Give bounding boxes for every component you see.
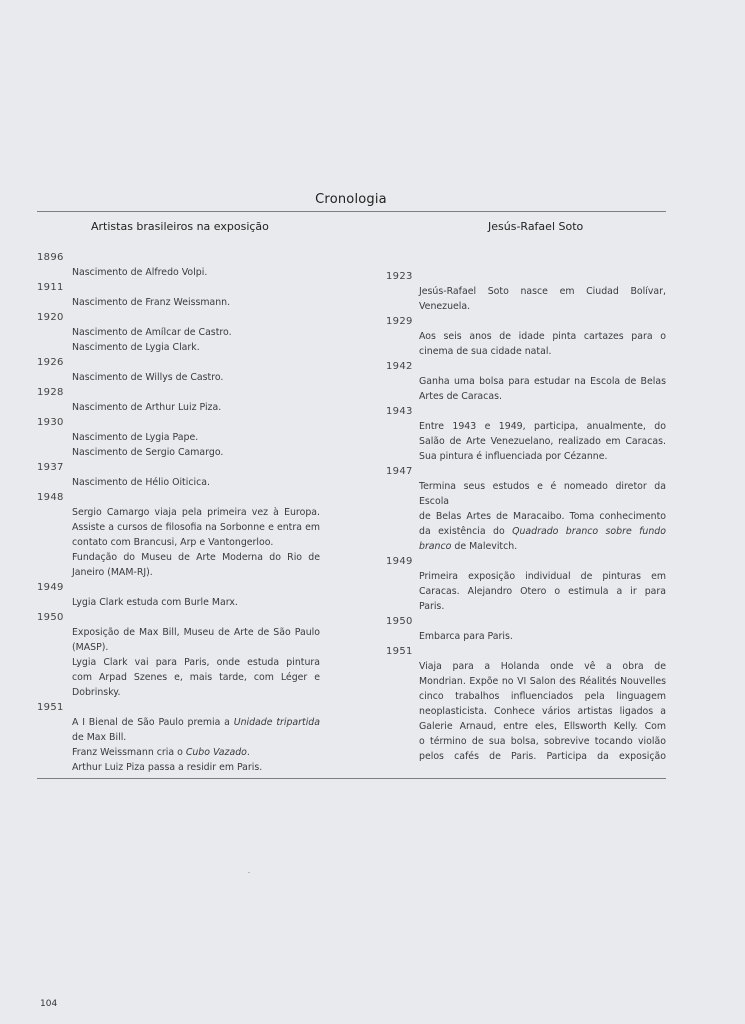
chronology-entry — [37, 415, 320, 460]
entry-year: 1923 — [386, 271, 413, 282]
entry-text — [386, 284, 666, 314]
entry-line: Nascimento de Lygia Pape. — [72, 432, 199, 443]
entry-year: 1937 — [37, 462, 64, 473]
entry-line: Lygia Clark estuda com Burle Marx. — [72, 597, 238, 608]
chronology-entry — [37, 280, 320, 310]
page-number: 104 — [40, 999, 58, 1009]
right-column-heading: Jesús-Rafael Soto — [488, 220, 584, 233]
chronology-entry — [37, 610, 320, 700]
entry-line: Nascimento de Amílcar de Castro. — [72, 327, 232, 338]
entry-line: Venezuela. — [419, 301, 471, 312]
left-column-heading: Artistas brasileiros na exposição — [91, 220, 269, 233]
chronology-entry — [386, 269, 666, 314]
entry-line: Sua pintura é influenciada por Cézanne. — [419, 451, 608, 462]
entry-line: Termina seus estudos e é nomeado diretor da Escola — [419, 481, 666, 507]
chronology-entry — [37, 385, 320, 415]
entry-year: 1949 — [386, 556, 413, 567]
entry-line: Ganha uma bolsa para estudar na Escola de Belas — [419, 376, 666, 387]
entry-year: 1943 — [386, 406, 413, 417]
entry-text — [37, 595, 320, 610]
entry-line: Fundação do Museu de Arte Moderna do Rio de — [72, 552, 320, 563]
entry-line: cinco trabalhos influenciados pela linguagem — [419, 691, 666, 702]
entry-line: Assiste a cursos de filosofia na Sorbonne e entra em — [72, 522, 320, 533]
page-title: Cronologia — [315, 192, 387, 207]
entry-line: Entre 1943 e 1949, participa, anualmente, do — [419, 421, 666, 432]
entry-line: Caracas. Alejandro Otero o estimula a ir para — [419, 586, 666, 597]
entry-line: (MASP). — [72, 642, 109, 653]
chronology-entry — [37, 310, 320, 355]
entry-line: da existência do Quadrado branco sobre fundo — [419, 526, 666, 537]
entry-text — [37, 430, 320, 460]
entry-year: 1926 — [37, 357, 64, 368]
entry-text — [37, 295, 320, 310]
entry-line: A I Bienal de São Paulo premia a Unidade tripartida — [72, 717, 320, 728]
entry-line: Nascimento de Lygia Clark. — [72, 342, 200, 353]
entry-year: 1949 — [37, 582, 64, 593]
entry-text — [386, 479, 666, 554]
chronology-entry — [37, 460, 320, 490]
entry-line: Dobrinsky. — [72, 687, 121, 698]
left-chronology-column — [37, 250, 320, 775]
chronology-entry — [37, 250, 320, 280]
entry-year: 1928 — [37, 387, 64, 398]
entry-line: cinema de sua cidade natal. — [419, 346, 552, 357]
entry-year: 1951 — [37, 702, 64, 713]
entry-line: Aos seis anos de idade pinta cartazes para o — [419, 331, 666, 342]
entry-line: Franz Weissmann cria o Cubo Vazado. — [72, 747, 250, 758]
entry-year: 1947 — [386, 466, 413, 477]
entry-line: Artes de Caracas. — [419, 391, 502, 402]
entry-line: contato com Brancusi, Arp e Vantongerloo. — [72, 537, 274, 548]
entry-year: 1896 — [37, 252, 64, 263]
entry-line: Jesús-Rafael Soto nasce em Ciudad Bolívar, — [419, 286, 666, 297]
entry-year: 1948 — [37, 492, 64, 503]
entry-line: branco de Malevitch. — [419, 541, 518, 552]
entry-year: 1950 — [37, 612, 64, 623]
entry-year: 1951 — [386, 646, 413, 657]
entry-line: Paris. — [419, 601, 445, 612]
entry-line: pelos cafés de Paris. Participa da exposição — [419, 751, 666, 762]
entry-text — [386, 659, 666, 764]
entry-text — [37, 325, 320, 355]
entry-line: Sergio Camargo viaja pela primeira vez à Europa. — [72, 507, 320, 518]
entry-line: o término de sua bolsa, sobrevive tocando violão — [419, 736, 666, 747]
entry-text — [386, 419, 666, 464]
entry-year: 1920 — [37, 312, 64, 323]
bottom-rule — [37, 778, 666, 779]
chronology-entry — [386, 464, 666, 554]
entry-text — [37, 400, 320, 415]
entry-line: Nascimento de Alfredo Volpi. — [72, 267, 208, 278]
entry-line: com Arpad Szenes e, mais tarde, com Léger e — [72, 672, 320, 683]
chronology-entry — [37, 490, 320, 580]
entry-text — [37, 370, 320, 385]
entry-year: 1942 — [386, 361, 413, 372]
entry-line: Nascimento de Arthur Luiz Piza. — [72, 402, 222, 413]
entry-line: Nascimento de Sergio Camargo. — [72, 447, 224, 458]
entry-line: Galerie Arnaud, entre eles, Ellsworth Kelly. Com — [419, 721, 666, 732]
entry-year: 1911 — [37, 282, 64, 293]
entry-line: Arthur Luiz Piza passa a residir em Paris. — [72, 762, 263, 773]
entry-line: neoplasticista. Conhece vários artistas ligados a — [419, 706, 666, 717]
chronology-entry — [386, 644, 666, 764]
entry-line: Nascimento de Hélio Oiticica. — [72, 477, 210, 488]
chronology-entry — [386, 314, 666, 359]
entry-text — [37, 475, 320, 490]
entry-text — [386, 629, 666, 644]
right-chronology-column — [386, 269, 666, 764]
chronology-entry — [386, 554, 666, 614]
entry-text — [37, 715, 320, 775]
entry-text — [386, 374, 666, 404]
entry-line: Embarca para Paris. — [419, 631, 513, 642]
chronology-entry — [37, 700, 320, 775]
chronology-entry — [386, 614, 666, 644]
chronology-entry — [386, 404, 666, 464]
entry-text — [386, 569, 666, 614]
entry-line: de Belas Artes de Maracaibo. Toma conhecimento — [419, 511, 666, 522]
chronology-entry — [37, 355, 320, 385]
top-rule — [37, 211, 666, 212]
entry-text — [37, 265, 320, 280]
entry-year: 1930 — [37, 417, 64, 428]
entry-line: Mondrian. Expõe no VI Salon des Réalités Nouvelles — [419, 676, 666, 687]
chronology-entry — [37, 580, 320, 610]
entry-line: Nascimento de Willys de Castro. — [72, 372, 224, 383]
entry-year: 1950 — [386, 616, 413, 627]
entry-line: Janeiro (MAM-RJ). — [72, 567, 153, 578]
entry-text — [37, 625, 320, 700]
paper-speck — [248, 872, 250, 873]
entry-text — [386, 329, 666, 359]
entry-text — [37, 505, 320, 580]
entry-line: Salão de Arte Venezuelano, realizado em Caracas. — [419, 436, 666, 447]
entry-line: Nascimento de Franz Weissmann. — [72, 297, 231, 308]
entry-line: Viaja para a Holanda onde vê a obra de — [419, 661, 666, 672]
entry-line: Exposição de Max Bill, Museu de Arte de São Paulo — [72, 627, 320, 638]
entry-year: 1929 — [386, 316, 413, 327]
chronology-entry — [386, 359, 666, 404]
entry-line: de Max Bill. — [72, 732, 127, 743]
entry-line: Primeira exposição individual de pinturas em — [419, 571, 666, 582]
entry-line: Lygia Clark vai para Paris, onde estuda pintura — [72, 657, 320, 668]
